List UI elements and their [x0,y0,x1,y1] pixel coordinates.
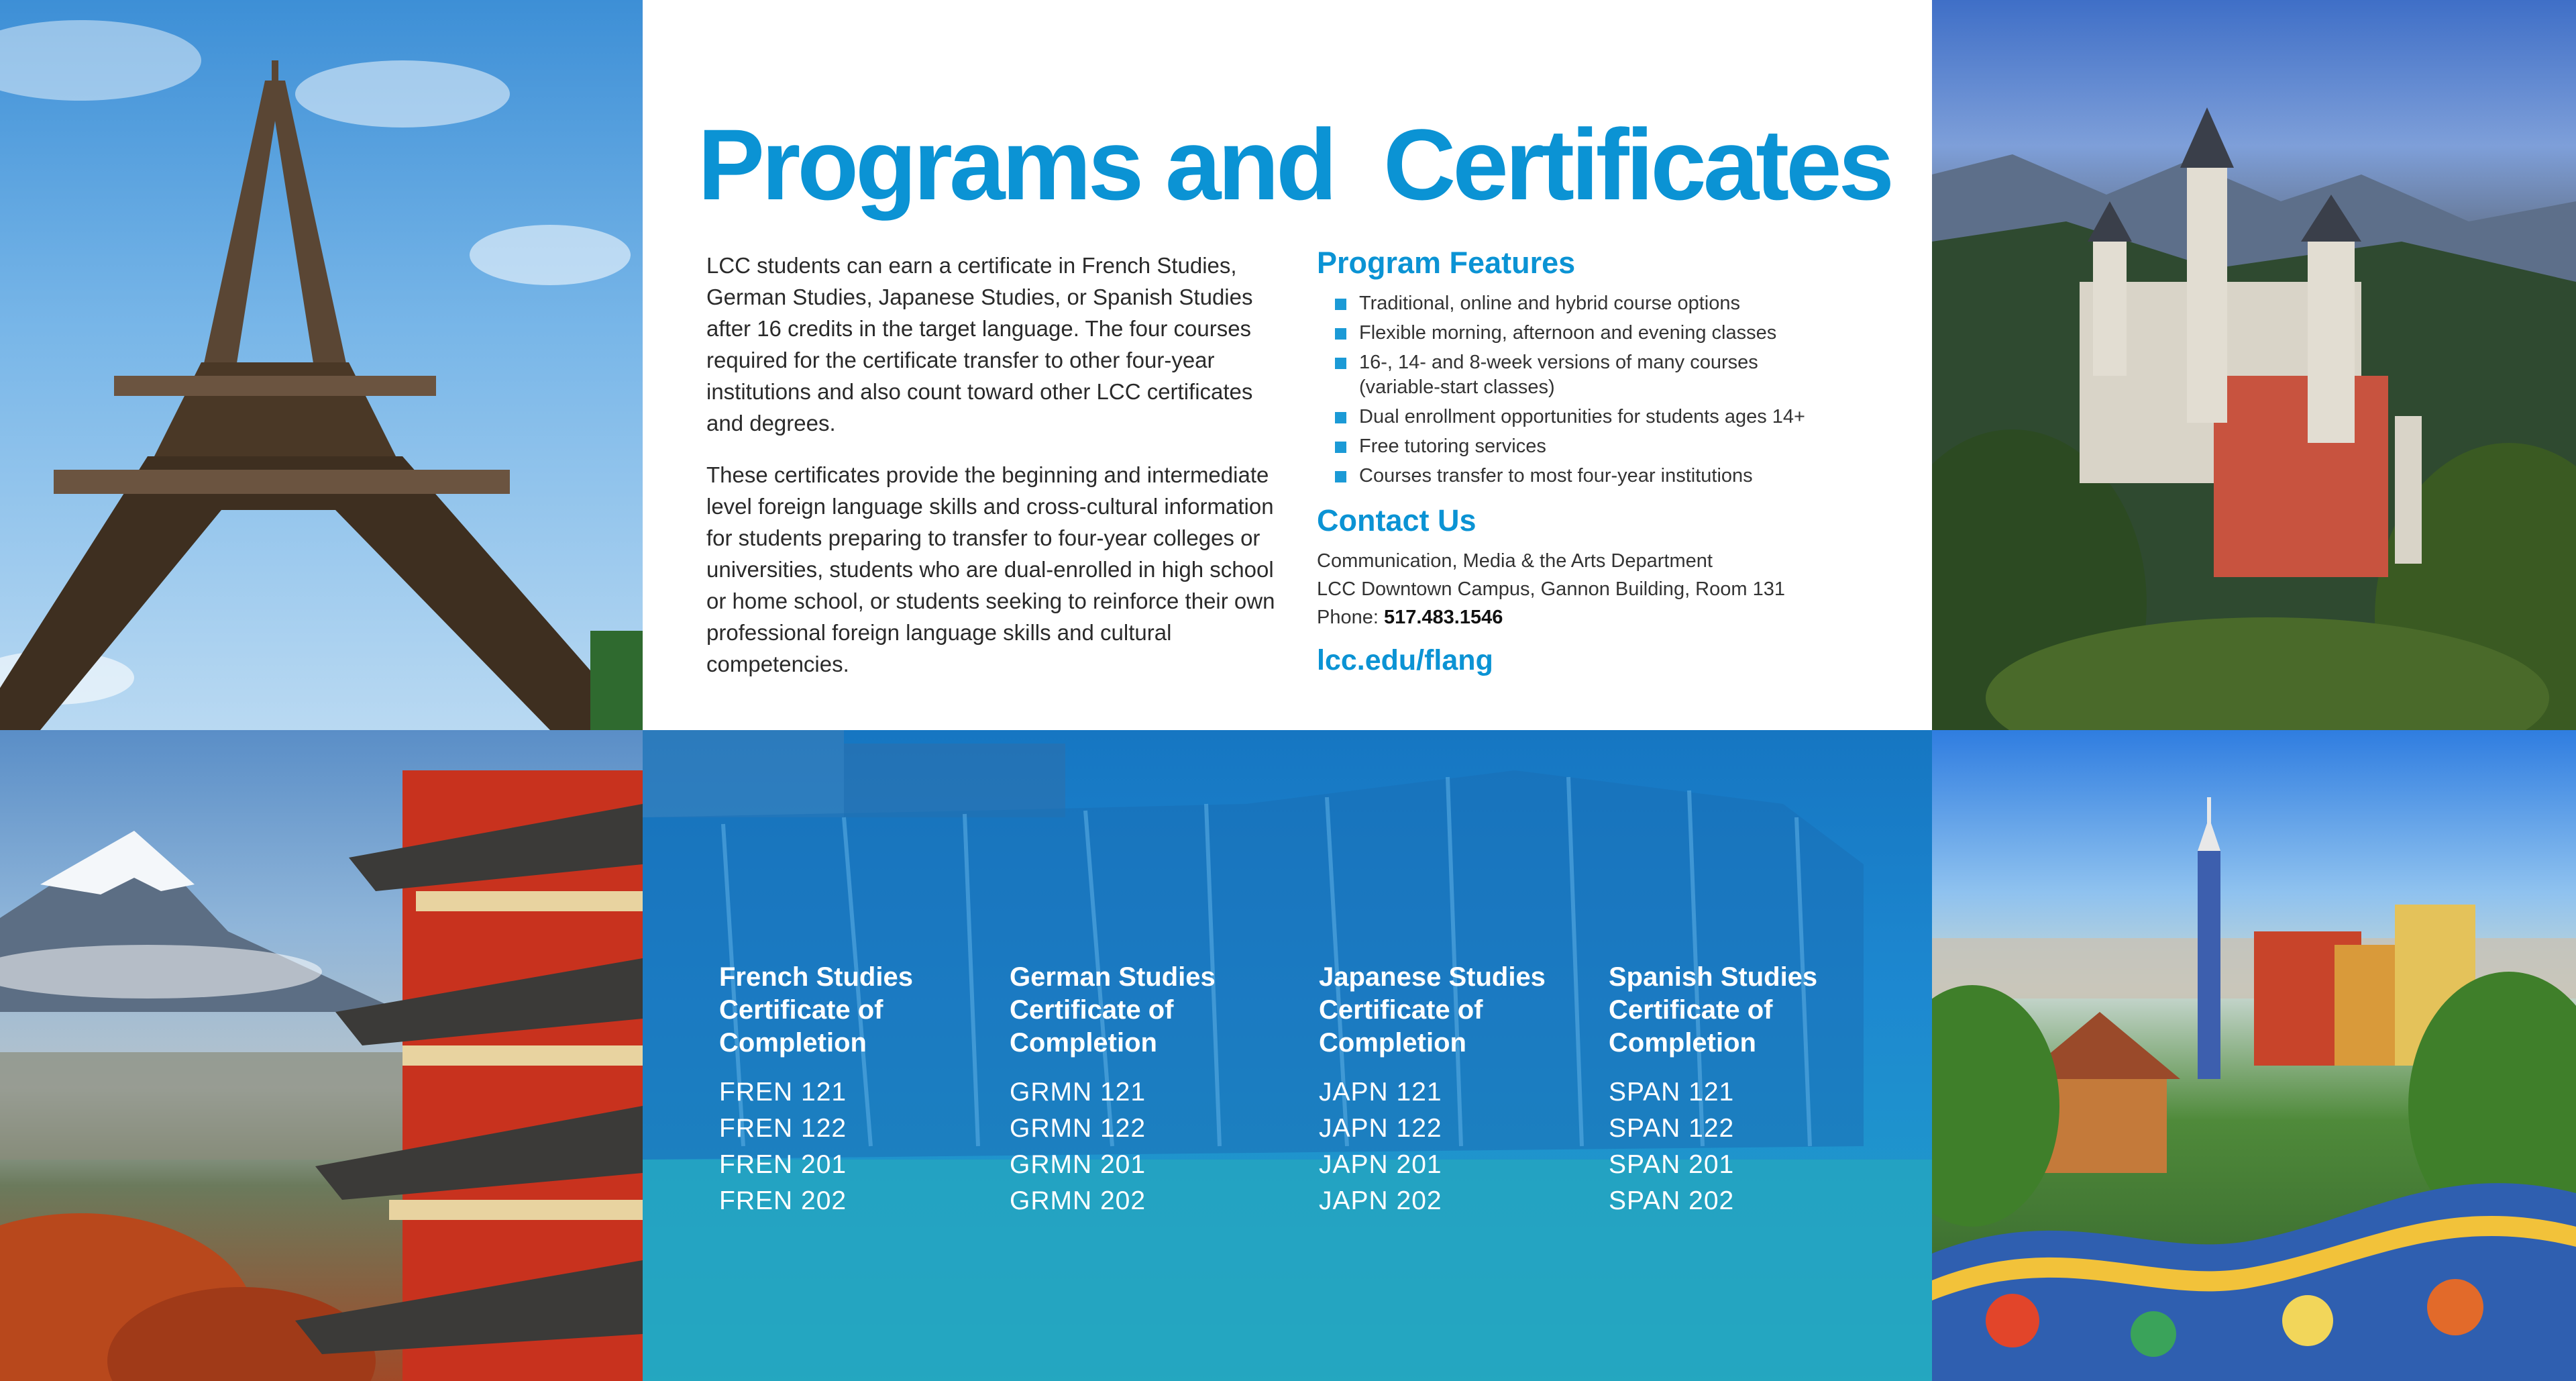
course-code: SPAN 202 [1609,1186,1735,1215]
course-code: GRMN 202 [1010,1186,1146,1215]
course-code: FREN 122 [719,1114,847,1143]
contact-department: Communication, Media & the Arts Department [1317,550,1713,572]
certificate-title [719,961,1001,1060]
certificate-name: German Studies [1010,962,1216,992]
square-bullet-icon [1335,442,1346,453]
page-title [698,108,1892,221]
phone-number[interactable]: 517.483.1546 [1383,607,1503,628]
german-certificate-column [1010,961,1291,1219]
park-guell-photo [1932,730,2576,1381]
program-features-list [1335,291,1898,493]
title-part-2: Certificates [1383,108,1892,221]
intro-paragraph-1: LCC students can earn a certificate in French Studies, German Studies, Japanese Studies, or Spanish Studies after 16 credits in the target language. The four courses required for the certificate transfer to other four-year institutions and also count toward other LCC certificates and degrees. [706,253,1253,436]
contact-us-heading: Contact Us [1317,503,1477,538]
spanish-certificate-column [1609,961,1890,1219]
course-code: SPAN 121 [1609,1078,1735,1107]
certificate-line-3: Completion [719,1028,867,1058]
castle-photo [1932,0,2576,730]
course-code: FREN 202 [719,1186,847,1215]
course-code: FREN 201 [719,1150,847,1179]
feature-text: Dual enrollment opportunities for students ages 14+ [1359,406,1805,427]
certificate-title [1010,961,1291,1060]
phone-label: Phone: [1317,607,1379,628]
course-code: GRMN 201 [1010,1150,1146,1179]
eiffel-tower-illustration [0,0,643,730]
website-link[interactable]: lcc.edu/flang [1317,644,1493,676]
intro-paragraph-2: These certificates provide the beginning and intermediate level foreign language skills and cross-cultural information for students preparing to transfer to four-year colleges or universities, students who are dual-enrolled in high school or home school, or students seeking to reinforce their own professional foreign language skills and cultural competencies. [706,462,1275,676]
square-bullet-icon [1335,328,1346,340]
feature-text: Flexible morning, afternoon and evening classes [1359,322,1777,344]
certificate-name: Spanish Studies [1609,962,1818,992]
program-features-heading: Program Features [1317,246,1576,280]
certificate-name: Japanese Studies [1319,962,1546,992]
french-certificate-column [719,961,1001,1219]
course-code: GRMN 122 [1010,1114,1146,1143]
feature-text: Traditional, online and hybrid course options [1359,293,1740,314]
square-bullet-icon [1335,412,1346,423]
contact-campus: LCC Downtown Campus, Gannon Building, Room 131 [1317,578,1785,600]
square-bullet-icon [1335,299,1346,310]
feature-item [1335,291,1898,316]
course-code: SPAN 122 [1609,1114,1735,1143]
course-code: SPAN 201 [1609,1150,1735,1179]
certificate-line-3: Completion [1609,1028,1756,1058]
certificate-line-2: Certificate of [719,995,883,1025]
feature-item [1335,405,1898,429]
certificate-line-2: Certificate of [1010,995,1174,1025]
certificate-line-3: Completion [1319,1028,1466,1058]
feature-item [1335,434,1898,459]
contact-phone [1317,604,1503,631]
course-code: FREN 121 [719,1078,847,1107]
castle-illustration [1932,0,2576,730]
course-code: JAPN 202 [1319,1186,1442,1215]
square-bullet-icon [1335,471,1346,482]
certificate-line-2: Certificate of [1609,995,1773,1025]
feature-text: Free tutoring services [1359,436,1546,457]
certificate-title [1319,961,1601,1060]
certificate-title [1609,961,1890,1060]
certificate-name: French Studies [719,962,913,992]
title-part-1: Programs and [698,108,1334,221]
feature-text: 16-, 14- and 8-week versions of many courses (variable-start classes) [1359,352,1758,398]
feature-item [1335,321,1898,346]
park-guell-illustration [1932,730,2576,1381]
mount-fuji-pagoda-photo [0,730,643,1381]
certificate-line-3: Completion [1010,1028,1157,1058]
fuji-pagoda-illustration [0,730,643,1381]
feature-text: Courses transfer to most four-year institutions [1359,465,1753,487]
course-code: GRMN 121 [1010,1078,1146,1107]
eiffel-tower-photo [0,0,643,730]
course-code: JAPN 201 [1319,1150,1442,1179]
square-bullet-icon [1335,358,1346,369]
certificate-line-2: Certificate of [1319,995,1483,1025]
course-code: JAPN 122 [1319,1114,1442,1143]
feature-item [1335,464,1898,489]
course-code: JAPN 121 [1319,1078,1442,1107]
japanese-certificate-column [1319,961,1601,1219]
feature-item [1335,350,1829,400]
